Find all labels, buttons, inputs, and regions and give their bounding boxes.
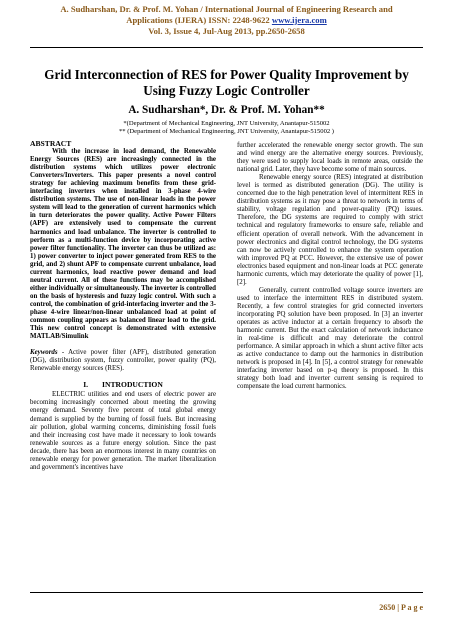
keywords-label: Keywords (30, 349, 58, 357)
abstract-body: With the increase in load demand, the Renewable Energy Sources (RES) are increasingly connected in the distribution systems which utilizes power electronic Converters/Inverters. This paper presents a novel control strategy for achieving maximum benefits from these grid-interfacing inverters when installed in 3-phase 4-wire distribution systems. The use of non-linear loads in the power system will lead to the generation of current harmonics which in turn deteriorates the power quality. Active Power Filters (APF) are extensively used to compensate the current harmonics and load unbalance. The inverter is controlled to perform as a multi-function device by incorporating active power filter functionality. The inverter can thus be utilized as: 1) power converter to inject power generated from RES to the grid, and 2) shunt APF to compensate current unbalance, load current harmonics, load reactive power demand and load neutral current. All of these functions may be accomplished either individually or simultaneously. The inverter is controlled on the basis of hysteresis and fuzzy logic control. With such a control, the combination of grid-interfacing inverter and the 3-phase 4-wire linear/non-linear unbalanced load at point of common coupling appears as balanced linear load to the grid. This new control concept is demonstrated with extensive MATLAB/Simulink (30, 148, 216, 341)
abstract-heading: ABSTRACT (30, 139, 72, 148)
introduction-paragraph-1: ELECTRIC utilities and end users of electric power are becoming increasingly concerned about meeting the growing energy demand. Seventy five percent of total global energy demand is supplied by the burning of fossil fuels. But increasing air pollution, global warming concerns, diminishing fossil fuels and their increasing cost have made it necessary to look towards renewable sources as a future energy solution. Since the past decade, there has been an enormous interest in many countries on renewable energy for power generation. The market liberalization and government's incentives have (30, 391, 216, 471)
affiliation-1: *(Department of Mechanical Engineering, JNT University, Anantapur-515002 (123, 120, 330, 127)
right-paragraph-3: Generally, current controlled voltage source inverters are used to interface the intermittent RES in distributed system. Recently, a few control strategies for grid connected inverters incorporating PQ solution have been proposed. In [3] an inverter operates as active inductor at a certain frequency to absorb the harmonic current. But the exact calculation of network inductance in real-time is difficult and may deteriorate the control performance. A similar approach in which a shunt active filter acts as active conductance to damp out the harmonics in distribution network is proposed in [4]. In [5], a control strategy for renewable interfacing inverter based on p-q theory is proposed. In this strategy both load and inverter current sensing is required to compensate the load current harmonics. (237, 286, 423, 391)
keywords-text: - Active power filter (APF), distributed generation (DG), distribution system, fuzzy controller, power quality (PQ), Renewable energy sources (RES). (30, 349, 216, 373)
left-column (30, 140, 216, 472)
paper-title-line2: Using Fuzzy Logic Controller (143, 83, 310, 98)
journal-header (30, 4, 423, 37)
section-title: INTRODUCTION (102, 380, 163, 390)
section-number: I. (83, 380, 89, 390)
journal-header-line1: A. Sudharshan, Dr. & Prof. M. Yohan / International Journal of Engineering Research and (60, 4, 393, 14)
journal-issn: Applications (IJERA) ISSN: 2248-9622 (126, 15, 272, 25)
journal-header-line3: Vol. 3, Issue 4, Jul-Aug 2013, pp.2650-2658 (148, 26, 305, 36)
introduction-heading (30, 381, 216, 389)
right-column (237, 142, 423, 391)
footer-divider (30, 592, 423, 593)
header-divider (30, 47, 423, 48)
page-number: 2650 | P a g e (379, 603, 423, 612)
affiliation-2: ** (Department of Mechanical Engineering, JNT University, Anantapur-515002 ) (118, 128, 335, 135)
journal-url-link[interactable]: www.ijera.com (271, 15, 327, 25)
paper-title (40, 67, 413, 99)
right-paragraph-1: further accelerated the renewable energy sector growth. The sun and wind energy are the alternative energy sources. Previously, they were used to supply local loads in remote areas, outside the national grid. Later, they have become some of main sources. (237, 142, 423, 174)
paper-title-line1: Grid Interconnection of RES for Power Quality Improvement by (44, 67, 409, 82)
right-paragraph-2: Renewable energy source (RES) integrated at distribution level is termed as distributed generation (DG). The utility is concerned due to the high penetration level of intermittent RES in distribution systems as it may pose a threat to network in terms of stability, voltage regulation and power-quality (PQ) issues. Therefore, the DG systems are required to comply with strict technical and regulatory frameworks to ensure safe, reliable and efficient operation of overall network. With the advancement in power electronics and digital control technology, the DG systems can now be actively controlled to enhance the system operation with improved PQ at PCC. However, the extensive use of power electronics based equipment and non-linear loads at PCC generate harmonic currents, which may deteriorate the quality of power [1], [2]. (237, 174, 423, 286)
journal-header-line2 (30, 15, 423, 26)
keywords-paragraph (30, 349, 216, 373)
author-list: A. Sudharshan*, Dr. & Prof. M. Yohan** (128, 104, 325, 116)
